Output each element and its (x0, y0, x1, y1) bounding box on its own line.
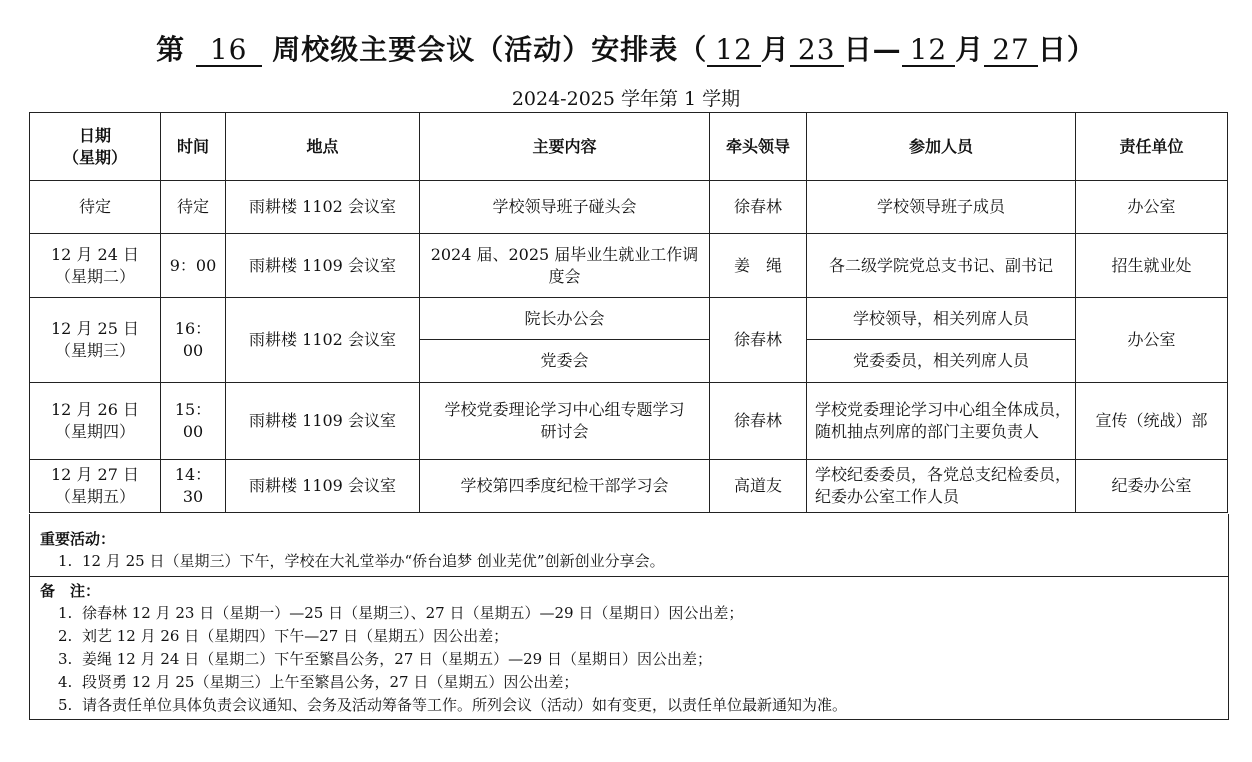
list-item (40, 550, 1218, 573)
cell-date (30, 234, 161, 298)
cell-time: 15：00 (161, 383, 226, 460)
cell-participants: 各二级学院党总支书记、副书记 (807, 234, 1076, 298)
item-text: 姜绳 12 月 24 日（星期二）下午至繁昌公务，27 日（星期五）—29 日（星期日）因公出差； (82, 650, 712, 668)
cell-location: 雨耕楼 1102 会议室 (226, 298, 420, 383)
page-title (0, 28, 1252, 68)
cell-participants: 学校纪委委员，各党总支纪检委员，纪委办公室工作人员 (807, 460, 1076, 513)
cell-participants: 学校党委理论学习中心组全体成员，随机抽点列席的部门主要负责人 (807, 383, 1076, 460)
cell-date-day: 12 月 26 日 (51, 400, 139, 419)
cell-leader: 姜 绳 (710, 234, 807, 298)
cell-date-weekday: （星期五） (54, 487, 135, 506)
header-content: 主要内容 (420, 113, 710, 181)
item-text: 徐春林 12 月 23 日（星期一）—25 日（星期三）、27 日（星期五）—29 日（星期日）因公出差； (82, 604, 744, 622)
cell-time: 14：30 (161, 460, 226, 513)
cell-leader: 徐春林 (710, 383, 807, 460)
item-number: 2. (58, 627, 73, 645)
schedule-table (29, 112, 1228, 513)
item-number: 1. (58, 552, 73, 570)
table-row (30, 460, 1228, 513)
cell-location: 雨耕楼 1109 会议室 (226, 234, 420, 298)
cell-content: 党委会 (420, 340, 710, 383)
item-number: 4. (58, 673, 73, 691)
cell-content: 院长办公会 (420, 298, 710, 340)
header-unit: 责任单位 (1076, 113, 1228, 181)
cell-leader: 徐春林 (710, 181, 807, 234)
cell-participants: 学校领导，相关列席人员 (807, 298, 1076, 340)
cell-date: 待定 (30, 181, 161, 234)
header-leader: 牵头领导 (710, 113, 807, 181)
item-number: 1. (58, 604, 73, 622)
end-day: 27 (984, 35, 1038, 67)
item-text: 刘艺 12 月 26 日（星期四）下午—27 日（星期五）因公出差； (82, 627, 509, 645)
cell-unit: 办公室 (1076, 298, 1228, 383)
cell-participants: 党委委员，相关列席人员 (807, 340, 1076, 383)
cell-location: 雨耕楼 1109 会议室 (226, 460, 420, 513)
item-text: 请各责任单位具体负责会议通知、会务及活动筹备等工作。所列会议（活动）如有变更，以责任单位最新通知为准。 (82, 696, 848, 714)
end-month: 12 (902, 35, 956, 67)
important-activities (30, 514, 1228, 576)
header-time: 时间 (161, 113, 226, 181)
cell-participants: 学校领导班子成员 (807, 181, 1076, 234)
cell-content-text: 学校党委理论学习中心组专题学习研讨会 (444, 400, 685, 441)
title-month-label: 月 (760, 33, 790, 66)
list-item (40, 671, 1218, 694)
header-participants: 参加人员 (807, 113, 1076, 181)
cell-unit: 招生就业处 (1076, 234, 1228, 298)
cell-date (30, 298, 161, 383)
header-date-line2: （星期） (62, 147, 127, 167)
cell-unit: 宣传（统战）部 (1076, 383, 1228, 460)
cell-unit: 办公室 (1076, 181, 1228, 234)
notes-section (29, 514, 1229, 720)
table-row (30, 181, 1228, 234)
remarks (30, 576, 1228, 719)
header-date (30, 113, 161, 181)
remarks-heading: 备 注： (40, 582, 101, 600)
title-suffix: 日） (1037, 33, 1096, 66)
list-item (40, 694, 1218, 717)
item-number: 3. (58, 650, 73, 668)
cell-content (420, 383, 710, 460)
item-text: 段贤勇 12 月 25（星期三）上午至繁昌公务，27 日（星期五）因公出差； (82, 673, 579, 691)
list-item (40, 602, 1218, 625)
item-text: 12 月 25 日（星期三）下午，学校在大礼堂举办“侨台追梦 创业芜优”创新创业分享会。 (82, 552, 665, 570)
cell-date-day: 12 月 25 日 (51, 319, 139, 338)
list-item (40, 648, 1218, 671)
cell-time: 16：00 (161, 298, 226, 383)
cell-leader: 徐春林 (710, 298, 807, 383)
cell-date (30, 460, 161, 513)
cell-content: 学校第四季度纪检干部学习会 (420, 460, 710, 513)
important-heading: 重要活动： (40, 530, 116, 548)
semester-subtitle: 2024-2025 学年第 1 学期 (511, 88, 741, 110)
cell-location: 雨耕楼 1109 会议室 (226, 383, 420, 460)
cell-time: 待定 (161, 181, 226, 234)
week-number: 16 (196, 35, 262, 67)
cell-date-weekday: （星期二） (54, 266, 135, 286)
header-date-line1: 日期 (78, 125, 111, 145)
title-main: 周校级主要会议（活动）安排表（ (272, 33, 708, 66)
cell-date-day: 12 月 27 日 (51, 465, 139, 484)
cell-date-day: 12 月 24 日 (51, 244, 139, 264)
table-row (30, 383, 1228, 460)
cell-location: 雨耕楼 1102 会议室 (226, 181, 420, 234)
cell-unit: 纪委办公室 (1076, 460, 1228, 513)
start-day: 23 (790, 35, 844, 67)
item-number: 5. (58, 696, 73, 714)
list-item (40, 625, 1218, 648)
table-row (30, 298, 1228, 340)
title-month-label-2: 月 (955, 33, 985, 66)
start-month: 12 (707, 35, 761, 67)
header-location: 地点 (226, 113, 420, 181)
title-day-dash: 日— (843, 33, 902, 66)
cell-date (30, 383, 161, 460)
table-header-row (30, 113, 1228, 181)
cell-content: 学校领导班子碰头会 (420, 181, 710, 234)
cell-leader: 高道友 (710, 460, 807, 513)
title-prefix: 第 (156, 33, 186, 66)
cell-date-weekday: （星期四） (54, 422, 135, 441)
cell-content: 2024 届、2025 届毕业生就业工作调度会 (420, 234, 710, 298)
cell-date-weekday: （星期三） (54, 341, 135, 360)
cell-time: 9：00 (161, 234, 226, 298)
table-row (30, 234, 1228, 298)
